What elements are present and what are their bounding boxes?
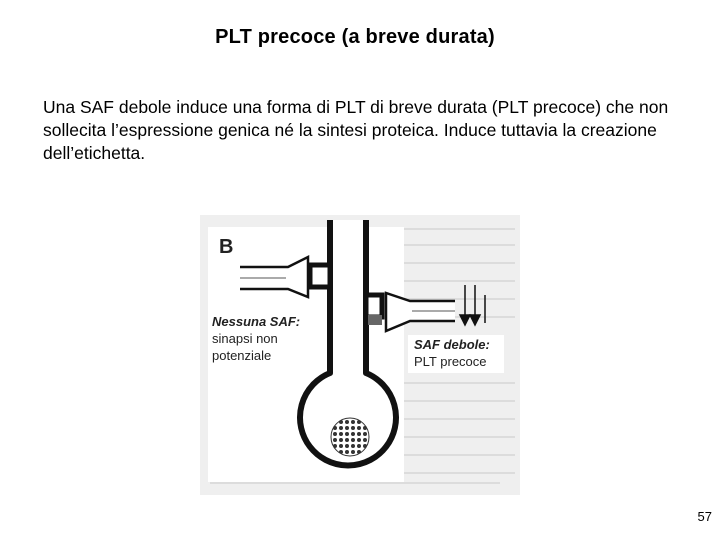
slide-body-text: Una SAF debole induce una forma di PLT di breve durata (PLT precoce) che non sollecita l’espressione genica né la sintesi proteica. Induce tuttavia la creazione dell’etichetta. [43,97,669,163]
spine-tag [368,315,382,325]
right-label-title: SAF debole: [414,337,490,352]
slide-title: PLT precoce (a breve durata) [215,26,495,48]
page-number: 57 [697,509,712,524]
panel-letter: B [219,236,234,258]
left-label-line1: sinapsi non [212,331,278,346]
right-spine [366,295,382,317]
left-label-title: Nessuna SAF: [212,314,301,329]
nucleus [331,418,369,456]
right-label-line1: PLT precoce [414,354,487,369]
left-spine [310,265,330,287]
neuron-figure [200,215,520,495]
neuron-diagram [200,215,520,495]
left-label-line2: potenziale [212,348,272,363]
